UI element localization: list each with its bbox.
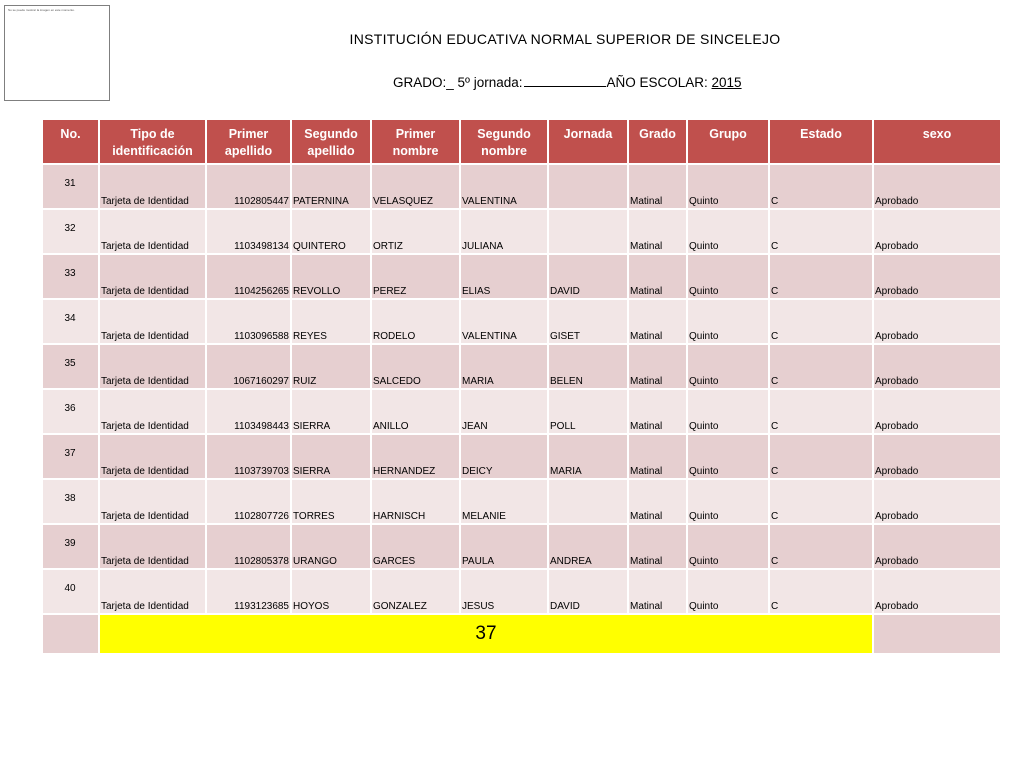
student-roster-table [41, 118, 1002, 655]
cell-segundo-nombre [548, 479, 628, 524]
cell-id-number: 1103739703 [206, 434, 291, 479]
cell-primer-nombre: DEICY [460, 434, 548, 479]
cell-tipo-identificacion: Tarjeta de Identidad [99, 209, 206, 254]
cell-row-number: 37 [42, 434, 99, 479]
table-header-row [42, 119, 1001, 164]
institution-title: INSTITUCIÓN EDUCATIVA NORMAL SUPERIOR DE SINCELEJO [349, 31, 781, 47]
cell-tipo-identificacion: Tarjeta de Identidad [99, 344, 206, 389]
cell-estado: Aprobado [873, 299, 1001, 344]
cell-primer-nombre: MARIA [460, 344, 548, 389]
cell-grado: Quinto [687, 344, 769, 389]
column-header-segundo-nombre: Segundo nombre [460, 119, 548, 164]
cell-segundo-nombre: ANDREA [548, 524, 628, 569]
cell-grupo: C [769, 389, 873, 434]
cell-row-number: 34 [42, 299, 99, 344]
cell-primer-nombre: VALENTINA [460, 164, 548, 209]
cell-jornada: Matinal [628, 569, 687, 614]
cell-primer-apellido: REYES [291, 299, 371, 344]
column-header-jornada: Jornada [548, 119, 628, 164]
cell-primer-nombre: ELIAS [460, 254, 548, 299]
school-year-label: AÑO ESCOLAR: [606, 75, 712, 90]
cell-segundo-nombre: MARIA [548, 434, 628, 479]
cell-primer-apellido: SIERRA [291, 434, 371, 479]
cell-row-number: 35 [42, 344, 99, 389]
broken-image-caption: No se puede mostrar la imagen en este momento. [8, 8, 75, 12]
column-header-grado: Grado [628, 119, 687, 164]
cell-grado: Quinto [687, 389, 769, 434]
cell-segundo-apellido: GONZALEZ [371, 569, 460, 614]
cell-grupo: C [769, 479, 873, 524]
cell-grupo: C [769, 209, 873, 254]
cell-grupo: C [769, 524, 873, 569]
cell-row-number: 39 [42, 524, 99, 569]
cell-estado: Aprobado [873, 209, 1001, 254]
cell-row-number: 32 [42, 209, 99, 254]
cell-tipo-identificacion: Tarjeta de Identidad [99, 389, 206, 434]
cell-grupo: C [769, 299, 873, 344]
cell-segundo-apellido: SALCEDO [371, 344, 460, 389]
cell-id-number: 1103498443 [206, 389, 291, 434]
cell-estado: Aprobado [873, 254, 1001, 299]
cell-segundo-apellido: ORTIZ [371, 209, 460, 254]
cell-primer-nombre: VALENTINA [460, 299, 548, 344]
table-row [42, 569, 1001, 614]
cell-primer-apellido: URANGO [291, 524, 371, 569]
cell-jornada: Matinal [628, 434, 687, 479]
cell-jornada: Matinal [628, 344, 687, 389]
cell-primer-apellido: QUINTERO [291, 209, 371, 254]
cell-primer-apellido: TORRES [291, 479, 371, 524]
cell-segundo-nombre: DAVID [548, 254, 628, 299]
cell-id-number: 1193123685 [206, 569, 291, 614]
school-year-value: 2015 [711, 75, 742, 90]
table-row [42, 524, 1001, 569]
cell-estado: Aprobado [873, 434, 1001, 479]
cell-row-number: 40 [42, 569, 99, 614]
cell-grupo: C [769, 254, 873, 299]
table-row [42, 164, 1001, 209]
cell-jornada: Matinal [628, 254, 687, 299]
cell-id-number: 1102805378 [206, 524, 291, 569]
table-row [42, 434, 1001, 479]
cell-id-number: 1102805447 [206, 164, 291, 209]
cell-segundo-apellido: VELASQUEZ [371, 164, 460, 209]
cell-id-number: 1103498134 [206, 209, 291, 254]
cell-grupo: C [769, 344, 873, 389]
table-row [42, 254, 1001, 299]
cell-grado: Quinto [687, 434, 769, 479]
cell-primer-nombre: JEAN [460, 389, 548, 434]
cell-grado: Quinto [687, 524, 769, 569]
cell-grado: Quinto [687, 569, 769, 614]
cell-jornada: Matinal [628, 524, 687, 569]
cell-estado: Aprobado [873, 344, 1001, 389]
cell-primer-apellido: RUIZ [291, 344, 371, 389]
cell-tipo-identificacion: Tarjeta de Identidad [99, 164, 206, 209]
cell-primer-apellido: REVOLLO [291, 254, 371, 299]
table-row [42, 389, 1001, 434]
cell-tipo-identificacion: Tarjeta de Identidad [99, 299, 206, 344]
grade-line [393, 74, 742, 90]
cell-estado: Aprobado [873, 389, 1001, 434]
cell-segundo-apellido: ANILLO [371, 389, 460, 434]
school-logo-placeholder [4, 5, 110, 101]
cell-primer-apellido: HOYOS [291, 569, 371, 614]
cell-tipo-identificacion: Tarjeta de Identidad [99, 434, 206, 479]
total-row-spacer [873, 614, 1001, 654]
cell-tipo-identificacion: Tarjeta de Identidad [99, 479, 206, 524]
table-row [42, 344, 1001, 389]
cell-jornada: Matinal [628, 209, 687, 254]
cell-segundo-nombre [548, 209, 628, 254]
total-row-spacer [42, 614, 99, 654]
cell-row-number: 36 [42, 389, 99, 434]
cell-primer-nombre: MELANIE [460, 479, 548, 524]
jornada-blank [524, 74, 606, 87]
table-row [42, 299, 1001, 344]
cell-segundo-nombre: GISET [548, 299, 628, 344]
cell-primer-apellido: SIERRA [291, 389, 371, 434]
cell-segundo-nombre: BELEN [548, 344, 628, 389]
cell-row-number: 38 [42, 479, 99, 524]
cell-row-number: 33 [42, 254, 99, 299]
column-header-grupo: Grupo [687, 119, 769, 164]
column-header-primer-nombre: Primer nombre [371, 119, 460, 164]
cell-segundo-apellido: GARCES [371, 524, 460, 569]
cell-segundo-apellido: HERNANDEZ [371, 434, 460, 479]
column-header-primer-apellido: Primer apellido [206, 119, 291, 164]
cell-tipo-identificacion: Tarjeta de Identidad [99, 569, 206, 614]
cell-id-number: 1103096588 [206, 299, 291, 344]
cell-primer-nombre: JESUS [460, 569, 548, 614]
student-total-count: 37 [99, 614, 873, 654]
cell-grado: Quinto [687, 299, 769, 344]
cell-segundo-nombre [548, 164, 628, 209]
cell-row-number: 31 [42, 164, 99, 209]
cell-jornada: Matinal [628, 164, 687, 209]
cell-primer-apellido: PATERNINA [291, 164, 371, 209]
cell-id-number: 1102807726 [206, 479, 291, 524]
cell-primer-nombre: PAULA [460, 524, 548, 569]
table-row [42, 209, 1001, 254]
cell-id-number: 1104256265 [206, 254, 291, 299]
cell-segundo-apellido: PEREZ [371, 254, 460, 299]
column-header-segundo-apellido: Segundo apellido [291, 119, 371, 164]
cell-grado: Quinto [687, 209, 769, 254]
column-header-no: No. [42, 119, 99, 164]
column-header-sexo: sexo [873, 119, 1001, 164]
cell-tipo-identificacion: Tarjeta de Identidad [99, 524, 206, 569]
cell-grupo: C [769, 569, 873, 614]
column-header-estado: Estado [769, 119, 873, 164]
cell-jornada: Matinal [628, 299, 687, 344]
cell-primer-nombre: JULIANA [460, 209, 548, 254]
cell-estado: Aprobado [873, 569, 1001, 614]
cell-estado: Aprobado [873, 524, 1001, 569]
cell-grupo: C [769, 434, 873, 479]
cell-grado: Quinto [687, 479, 769, 524]
grade-label: GRADO:_ 5º jornada: [393, 75, 523, 90]
cell-segundo-apellido: HARNISCH [371, 479, 460, 524]
cell-jornada: Matinal [628, 479, 687, 524]
cell-segundo-apellido: RODELO [371, 299, 460, 344]
cell-estado: Aprobado [873, 164, 1001, 209]
total-row [42, 614, 1001, 654]
column-header-tipo-identificacion: Tipo de identificación [99, 119, 206, 164]
cell-id-number: 1067160297 [206, 344, 291, 389]
cell-jornada: Matinal [628, 389, 687, 434]
cell-segundo-nombre: POLL [548, 389, 628, 434]
cell-grupo: C [769, 164, 873, 209]
cell-segundo-nombre: DAVID [548, 569, 628, 614]
cell-grado: Quinto [687, 164, 769, 209]
table-row [42, 479, 1001, 524]
cell-estado: Aprobado [873, 479, 1001, 524]
cell-tipo-identificacion: Tarjeta de Identidad [99, 254, 206, 299]
cell-grado: Quinto [687, 254, 769, 299]
